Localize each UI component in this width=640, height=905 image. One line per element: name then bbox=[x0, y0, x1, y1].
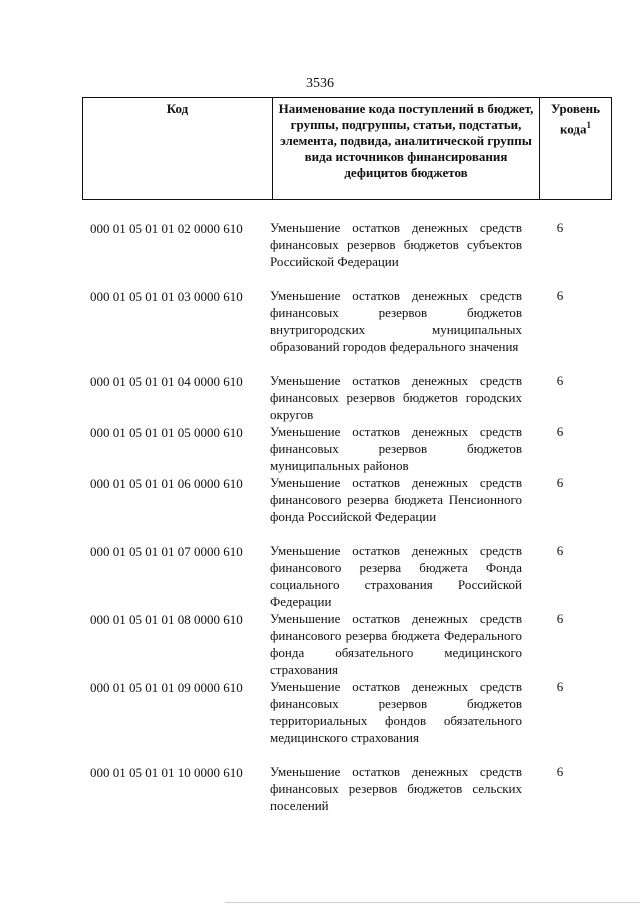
row-code: 000 01 05 01 01 04 0000 610 bbox=[90, 374, 243, 389]
table-header bbox=[82, 97, 612, 200]
header-level-footnote: 1 bbox=[586, 120, 592, 130]
row-name: Уменьшение остатков денежных средств финансовых резервов бюджетов внутригородских муниципальных образований городов федерального значения bbox=[270, 288, 522, 354]
row-name: Уменьшение остатков денежных средств финансового резерва бюджета Пенсионного фонда Российской Федерации bbox=[270, 475, 522, 524]
header-name: Наименование кода поступлений в бюджет, группы, подгруппы, статьи, подстатьи, элемента, подвида, аналитической группы вида источников финансирования дефицитов бюджетов bbox=[273, 98, 540, 200]
page-number: 3536 bbox=[306, 76, 334, 91]
row-name: Уменьшение остатков денежных средств финансового резерва бюджета Фонда социального страхования Российской Федерации bbox=[270, 543, 522, 609]
row-code: 000 01 05 01 01 07 0000 610 bbox=[90, 544, 243, 559]
code-list bbox=[90, 219, 590, 814]
row-level: 6 bbox=[556, 288, 564, 303]
table-row bbox=[90, 474, 590, 542]
header-level bbox=[540, 98, 612, 200]
row-code: 000 01 05 01 01 06 0000 610 bbox=[90, 476, 243, 491]
row-level: 6 bbox=[556, 373, 564, 388]
row-code: 000 01 05 01 01 05 0000 610 bbox=[90, 425, 243, 440]
row-code: 000 01 05 01 01 08 0000 610 bbox=[90, 612, 243, 627]
header-level-text: Уровень кода bbox=[550, 101, 601, 137]
row-name: Уменьшение остатков денежных средств финансовых резервов бюджетов территориальных фондов обязательного медицинского страхования bbox=[270, 679, 522, 745]
row-level: 6 bbox=[556, 475, 564, 490]
row-name: Уменьшение остатков денежных средств финансовых резервов бюджетов муниципальных районов bbox=[270, 424, 522, 473]
page-edge-line bbox=[225, 902, 640, 903]
table-row bbox=[90, 678, 590, 763]
table-row bbox=[90, 372, 590, 423]
header-code: Код bbox=[83, 98, 273, 200]
row-level: 6 bbox=[556, 679, 564, 694]
row-code: 000 01 05 01 01 09 0000 610 bbox=[90, 680, 243, 695]
row-name: Уменьшение остатков денежных средств финансовых резервов бюджетов субъектов Российской Федерации bbox=[270, 220, 522, 269]
row-code: 000 01 05 01 01 02 0000 610 bbox=[90, 221, 243, 236]
row-level: 6 bbox=[556, 543, 564, 558]
table-row bbox=[90, 423, 590, 474]
row-level: 6 bbox=[556, 764, 564, 779]
table-row bbox=[90, 763, 590, 814]
row-level: 6 bbox=[556, 611, 564, 626]
row-name: Уменьшение остатков денежных средств финансового резерва бюджета Федерального фонда обязательного медицинского страхования bbox=[270, 611, 522, 677]
table-row bbox=[90, 219, 590, 287]
table-row bbox=[90, 287, 590, 372]
row-level: 6 bbox=[556, 220, 564, 235]
row-level: 6 bbox=[556, 424, 564, 439]
table-row bbox=[90, 542, 590, 610]
table-row bbox=[90, 610, 590, 678]
row-code: 000 01 05 01 01 03 0000 610 bbox=[90, 289, 243, 304]
row-name: Уменьшение остатков денежных средств финансовых резервов бюджетов сельских поселений bbox=[270, 764, 522, 813]
row-code: 000 01 05 01 01 10 0000 610 bbox=[90, 765, 243, 780]
row-name: Уменьшение остатков денежных средств финансовых резервов бюджетов городских округов bbox=[270, 373, 522, 422]
